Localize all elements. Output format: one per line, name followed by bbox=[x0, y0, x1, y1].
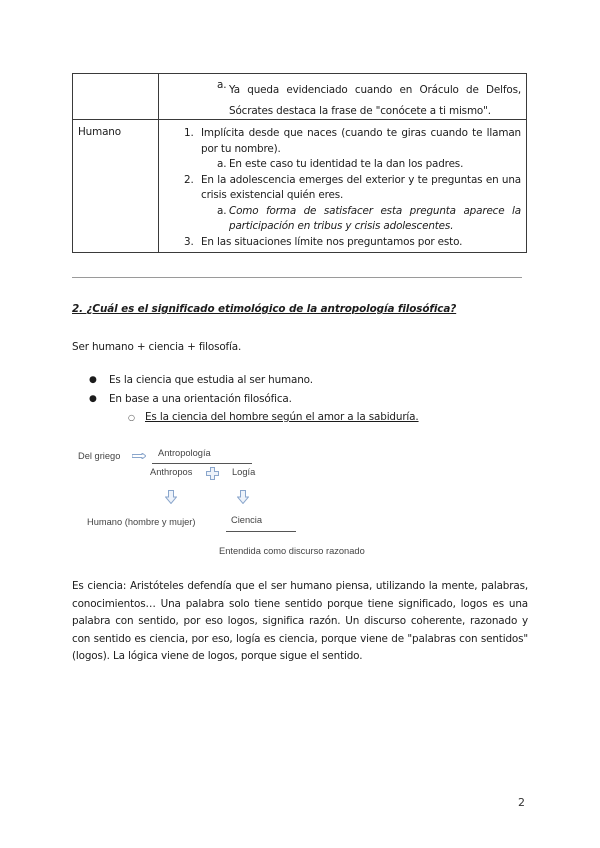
diagram-underline bbox=[152, 463, 252, 464]
circle-bullet-icon: ○ bbox=[128, 413, 135, 422]
sub-bullet-item: ○ Es la ciencia del hombre según el amor a la sabiduría. bbox=[72, 410, 472, 426]
horizontal-divider bbox=[72, 277, 522, 278]
table-cell-label: Humano bbox=[73, 120, 159, 253]
diagram-part2: Logía bbox=[232, 467, 256, 477]
diagram-meaning2: Ciencia bbox=[231, 515, 263, 525]
diagram-meaning1: Humano (hombre y mujer) bbox=[87, 517, 196, 527]
list-item: a. Como forma de satisfacer esta pregunta aparece la participación en tribus y crisis adolescentes. bbox=[217, 204, 521, 232]
bullet-list bbox=[72, 373, 472, 426]
diagram-word: Antropología bbox=[158, 448, 211, 458]
intro-text: Ser humano + ciencia + filosofía. bbox=[72, 341, 242, 353]
down-arrow-icon bbox=[165, 490, 177, 504]
bullet-item: ● Es la ciencia que estudia al ser humano. bbox=[72, 373, 472, 389]
right-arrow-icon bbox=[132, 453, 146, 459]
diagram-underline bbox=[226, 531, 296, 532]
list-item: a. En este caso tu identidad te la dan los padres. bbox=[217, 158, 464, 170]
diagram-part1: Anthropos bbox=[150, 467, 193, 477]
concept-table bbox=[72, 73, 527, 253]
list-item: a. Ya queda evidenciado cuando en Oráculo de Delfos, Sócrates destaca la frase de "conócete a ti mismo". bbox=[217, 79, 521, 117]
table-row bbox=[73, 74, 527, 120]
body-paragraph: Es ciencia: Aristóteles defendía que el ser humano piensa, utilizando la mente, palabras, conocimientos… Una palabra solo tiene sentido porque tiene significado, logos es una palabra con sentido, por eso logos, significa razón. Un discurso coherente, razonado y con sentido es ciencia, por eso, logía es ciencia, porque viene de "palabras con sentidos" (logos). La lógica viene de logos, porque sigue el sentido. bbox=[72, 580, 528, 662]
table-cell-content bbox=[159, 120, 527, 253]
list-item: 3. En las situaciones límite nos preguntamos por esto. bbox=[184, 235, 463, 248]
table-cell-label bbox=[73, 74, 159, 120]
bullet-icon: ● bbox=[89, 393, 97, 404]
list-item: 1. Implícita desde que naces (cuando te giras cuando te llaman por tu nombre). bbox=[184, 127, 521, 155]
bullet-item: ● En base a una orientación filosófica. bbox=[72, 392, 472, 408]
table-cell-content bbox=[159, 74, 527, 120]
bullet-icon: ● bbox=[89, 375, 97, 385]
table-row bbox=[73, 120, 527, 253]
diagram-note: Entendida como discurso razonado bbox=[219, 546, 365, 556]
plus-icon bbox=[206, 467, 219, 480]
etymology-diagram bbox=[70, 440, 390, 560]
section-heading: 2. ¿Cuál es el significado etimológico de la antropología filosófica? bbox=[72, 303, 457, 315]
list-item: 2. En la adolescencia emerges del exterior y te preguntas en una crisis existencial quién eres. bbox=[184, 173, 521, 201]
down-arrow-icon bbox=[237, 490, 249, 504]
diagram-origin: Del griego bbox=[78, 451, 121, 461]
page-number: 2 bbox=[518, 796, 525, 809]
